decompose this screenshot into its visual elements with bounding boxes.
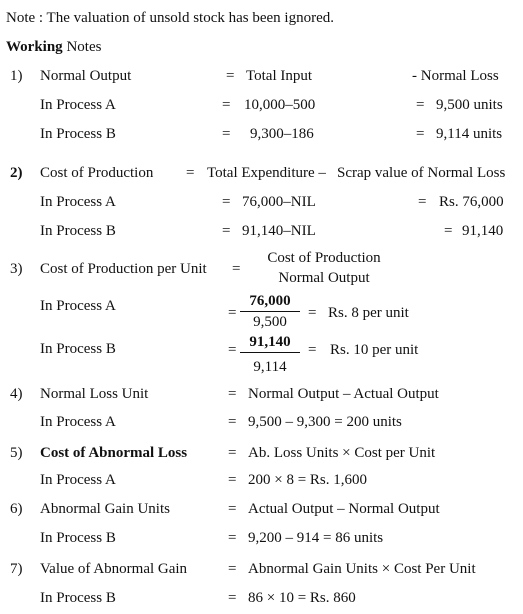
item-label-1: Normal Output (40, 68, 132, 84)
equals-sign: = (416, 97, 425, 113)
equals-sign: = (416, 126, 425, 142)
row-result: Rs. 8 per unit (328, 305, 409, 321)
formula-part: Scrap value of Normal Loss (337, 165, 506, 181)
row-label: In Process A (40, 414, 116, 430)
formula-part: - Normal Loss (412, 68, 499, 84)
fraction-denominator: Normal Output (278, 270, 370, 286)
row-result: 9,500 units (436, 97, 503, 113)
equals-sign: = (308, 305, 317, 321)
row-result: Rs. 10 per unit (330, 342, 419, 358)
value-fraction (240, 334, 300, 376)
formula-text: Ab. Loss Units × Cost per Unit (248, 445, 436, 461)
heading-rest: Notes (62, 39, 102, 55)
item-label-3: Cost of Production per Unit (40, 261, 207, 277)
equals-sign: = (228, 561, 237, 577)
equals-sign: = (228, 305, 237, 321)
formula-part: Total Expenditure – (207, 165, 326, 181)
item-label-6: Abnormal Gain Units (40, 501, 170, 517)
formula-text: Normal Output – Actual Output (248, 386, 439, 402)
formula-fraction (256, 250, 392, 287)
item-number-1: 1) (10, 68, 23, 84)
equals-sign: = (228, 501, 237, 517)
item-number-5: 5) (10, 445, 23, 461)
equals-sign: = (418, 194, 427, 210)
fraction-numerator: Cost of Production (267, 250, 381, 266)
fraction-denominator: 9,500 (253, 314, 287, 330)
row-expression: 9,200 – 914 = 86 units (248, 530, 384, 546)
item-label-4: Normal Loss Unit (40, 386, 149, 402)
equals-sign: = (222, 194, 231, 210)
fraction-denominator: 9,114 (253, 359, 287, 375)
equals-sign: = (444, 223, 453, 239)
equals-sign: = (228, 530, 237, 546)
formula-text: Actual Output – Normal Output (248, 501, 440, 517)
row-label: In Process B (40, 126, 116, 142)
item-number-4: 4) (10, 386, 23, 402)
item-number-7: 7) (10, 561, 23, 577)
fraction-numerator: 91,140 (240, 334, 300, 353)
row-expression: 200 × 8 = Rs. 1,600 (248, 472, 368, 488)
formula-part: Total Input (246, 68, 313, 84)
equals-sign: = (228, 445, 237, 461)
item-number-6: 6) (10, 501, 23, 517)
row-label: In Process A (40, 194, 116, 210)
heading-bold: Working (6, 39, 63, 55)
equals-sign: = (228, 386, 237, 402)
row-result: 9,114 units (436, 126, 503, 142)
row-result: Rs. 76,000 (439, 194, 504, 210)
row-label: In Process A (40, 298, 116, 314)
row-value: 10,000–500 (244, 97, 316, 113)
equals-sign: = (222, 97, 231, 113)
formula-text: Abnormal Gain Units × Cost Per Unit (248, 561, 476, 577)
item-label-5: Cost of Abnormal Loss (40, 445, 188, 461)
equals-sign: = (228, 590, 237, 606)
equals-sign: = (308, 342, 317, 358)
equals-sign: = (228, 472, 237, 488)
equals-sign: = (222, 126, 231, 142)
item-label-2: Cost of Production (40, 165, 154, 181)
row-label: In Process A (40, 472, 116, 488)
page-heading (6, 38, 101, 56)
row-label: In Process B (40, 530, 116, 546)
row-value: 9,300–186 (250, 126, 314, 142)
row-value: 91,140–NIL (242, 223, 316, 239)
equals-sign: = (228, 342, 237, 358)
row-value: 76,000–NIL (242, 194, 316, 210)
equals-sign: = (186, 165, 195, 181)
equals-sign: = (228, 414, 237, 430)
row-expression: 86 × 10 = Rs. 860 (248, 590, 356, 606)
note-text: Note : The valuation of unsold stock has been ignored. (6, 10, 334, 26)
item-label-7: Value of Abnormal Gain (40, 561, 188, 577)
item-number-3: 3) (10, 261, 23, 277)
equals-sign: = (226, 68, 235, 84)
equals-sign: = (232, 261, 241, 277)
row-result: 91,140 (462, 223, 504, 239)
row-expression: 9,500 – 9,300 = 200 units (248, 414, 402, 430)
equals-sign: = (222, 223, 231, 239)
value-fraction (240, 293, 300, 331)
row-label: In Process B (40, 341, 116, 357)
row-label: In Process B (40, 223, 116, 239)
item-number-2: 2) (10, 165, 23, 181)
row-label: In Process A (40, 97, 116, 113)
fraction-numerator: 76,000 (240, 293, 300, 312)
row-label: In Process B (40, 590, 116, 606)
